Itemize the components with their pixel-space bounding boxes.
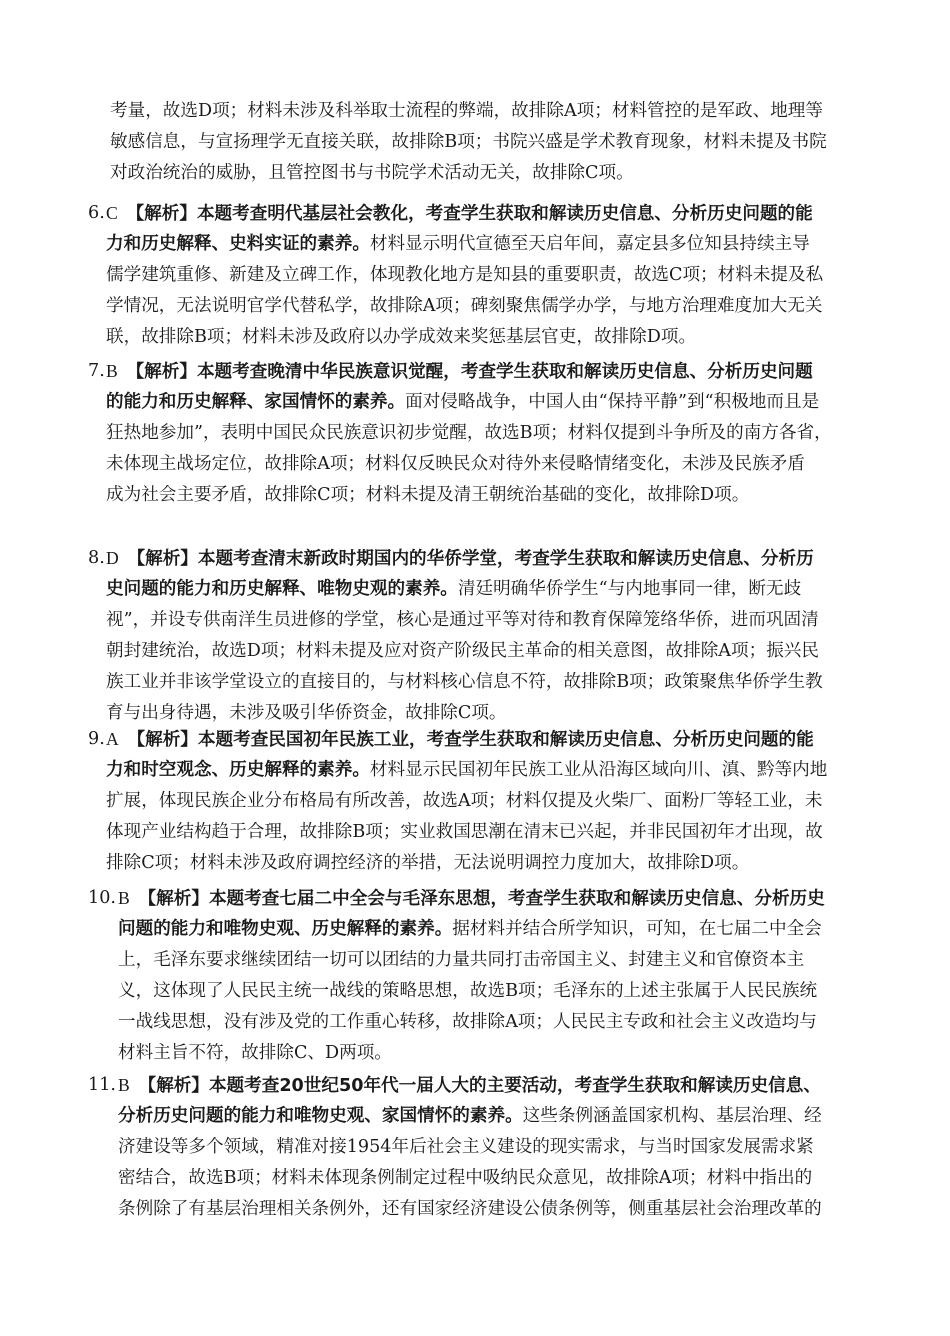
explanation-text: 材料显示民国初年民族工业从沿海区域向川、滇、黔等内地 <box>369 760 828 780</box>
answer-item <box>106 198 856 353</box>
explanation-text: 这些条例涵盖国家机构、基层治理、经 <box>522 1106 822 1126</box>
text-line <box>106 229 856 260</box>
text-line <box>106 291 856 322</box>
explanation-text: 义，这体现了人民民主统一战线的策略思想，故选B项；毛泽东的上述主张属于人民民族统 <box>118 981 818 1001</box>
answer-letter: B <box>118 1075 130 1095</box>
explanation-text: 据材料并结合所学知识，可知，在七届二中全会 <box>452 919 822 939</box>
answer-item <box>118 1070 860 1225</box>
answer-letter: D <box>106 548 119 568</box>
answer-item <box>106 356 856 511</box>
explanation-text: 狂热地参加”，表明中国民众民族意识初步觉醒，故选B项；材料仅提到斗争所及的南方各省， <box>106 423 832 443</box>
answer-item <box>106 724 856 879</box>
text-line <box>118 976 860 1007</box>
text-line <box>106 260 856 291</box>
key-summary-text: 本题考查明代基层社会教化，考查学生获取和解读历史信息、分析历史问题的能 <box>196 204 813 224</box>
analysis-tag: 【解析】 <box>126 204 197 224</box>
explanation-text: 面对侵略战争，中国人由“保持平静”到“积极地而且是 <box>405 392 820 412</box>
explanation-text: 儒学建筑重修、新建及立碑工作，体现教化地方是知县的重要职责，故选C项；材料未提及私 <box>106 265 824 285</box>
key-summary-text: 本题考查七届二中全会与毛泽东思想，考查学生获取和解读历史信息、分析历史 <box>208 889 825 909</box>
key-summary-text: 分析历史问题的能力和唯物史观、家国情怀的素养。 <box>118 1106 523 1126</box>
explanation-text: 排除C项；材料未涉及政府调控经济的举措，无法说明调控力度加大，故排除D项。 <box>106 853 750 873</box>
answer-item <box>118 883 860 1069</box>
text-line <box>106 817 856 848</box>
text-line <box>106 543 856 574</box>
answer-item <box>106 543 856 729</box>
text-line <box>118 1194 860 1225</box>
text-line <box>106 449 856 480</box>
explanation-text: 密结合，故选B项；材料未体现条例制定过程中吸纳民众意见，故排除A项；材料中指出的 <box>118 1168 813 1188</box>
explanation-text: 族工业并非该学堂设立的直接目的，与材料核心信息不符，故排除B项；政策聚焦华侨学生教 <box>106 672 823 692</box>
analysis-tag: 【解析】 <box>138 1076 209 1096</box>
explanation-text: 材料显示明代宣德至天启年间，嘉定县多位知县持续主导 <box>369 234 810 254</box>
text-line <box>106 574 856 605</box>
text-line <box>106 724 856 755</box>
explanation-text: 成为社会主要矛盾，故排除C项；材料未提及清王朝统治基础的变化，故排除D项。 <box>106 485 750 505</box>
key-summary-text: 本题考查清末新政时期国内的华侨学堂，考查学生获取和解读历史信息、分析历 <box>197 549 814 569</box>
text-line <box>106 786 856 817</box>
key-summary-text: 本题考查晚清中华民族意识觉醒，考查学生获取和解读历史信息、分析历史问题 <box>196 362 813 382</box>
key-summary-text: 史问题的能力和历史解释、唯物史观的素养。 <box>106 579 458 599</box>
text-line <box>106 755 856 786</box>
text-line <box>118 1038 860 1069</box>
text-line <box>118 914 860 945</box>
answer-letter: A <box>106 729 119 749</box>
text-line <box>106 198 856 229</box>
text-line <box>118 945 860 976</box>
explanation-text: 视”，并设专供南洋生员进修的学堂，核心是通过平等对待和教育保障笼络华侨，进而巩固清 <box>106 610 819 630</box>
explanation-text: 上，毛泽东要求继续团结一切可以团结的力量共同打击帝国主义、封建主义和官僚资本主 <box>118 950 805 970</box>
question-number: 8. <box>88 548 105 568</box>
key-summary-text: 本题考查20世纪50年代一届人大的主要活动，考查学生获取和解读历史信息、 <box>208 1076 821 1096</box>
text-line <box>106 387 856 418</box>
explanation-text: 材料主旨不符，故排除C、D两项。 <box>118 1043 392 1063</box>
explanation-text: 未体现主战场定位，故排除A项；材料仅反映民众对待外来侵略情绪变化，未涉及民族矛盾 <box>106 454 805 474</box>
question-number: 7. <box>88 361 105 381</box>
answer-letter: B <box>106 361 118 381</box>
key-summary-text: 问题的能力和唯物史观、历史解释的素养。 <box>118 919 453 939</box>
explanation-text: 济建设等多个领域，精准对接1954年后社会主义建设的现实需求，与当时国家发展需求紧 <box>118 1137 814 1157</box>
explanation-text: 一战线思想，没有涉及党的工作重心转移，故排除A项；人民民主专政和社会主义改造均与 <box>118 1012 817 1032</box>
answer-letter: B <box>118 888 130 908</box>
key-summary-text: 力和时空观念、历史解释的素养。 <box>106 760 370 780</box>
answer-letter: C <box>106 203 118 223</box>
key-summary-text: 的能力和历史解释、家国情怀的素养。 <box>106 392 406 412</box>
text-line <box>118 1007 860 1038</box>
explanation-text: 条例除了有基层治理相关条例外，还有国家经济建设公债条例等，侧重基层社会治理改革的 <box>118 1199 822 1219</box>
key-summary-text: 力和历史解释、史料实证的素养。 <box>106 234 370 254</box>
text-line <box>106 322 856 353</box>
explanation-text: 朝封建统治，故选D项；材料未提及应对资产阶级民主革命的相关意图，故排除A项；振兴民 <box>106 641 819 661</box>
continuation-paragraph <box>110 96 860 189</box>
text-line <box>106 667 856 698</box>
explanation-text: 扩展，体现民族企业分布格局有所改善，故选A项；材料仅提及火柴厂、面粉厂等轻工业，未 <box>106 791 823 811</box>
explanation-text: 联，故排除B项；材料未涉及政府以办学成效来奖惩基层官吏，故排除D项。 <box>106 327 697 347</box>
text-line: 考量，故选D项；材料未涉及科举取士流程的弊端，故排除A项；材料管控的是军政、地理等 <box>110 101 823 121</box>
question-number: 6. <box>88 203 105 223</box>
explanation-text: 学情况，无法说明官学代替私学，故排除A项；碑刻聚焦儒学办学，与地方治理难度加大无关 <box>106 296 823 316</box>
text-line <box>118 1070 860 1101</box>
question-number: 10. <box>88 888 116 908</box>
text-line <box>106 636 856 667</box>
analysis-tag: 【解析】 <box>127 549 198 569</box>
text-line <box>106 356 856 387</box>
explanation-text: 育与出身待遇，未涉及吸引华侨资金，故排除C项。 <box>106 703 507 723</box>
analysis-tag: 【解析】 <box>127 730 198 750</box>
explanation-text: 体现产业结构趋于合理，故排除B项；实业救国思潮在清末已兴起，并非民国初年才出现，故 <box>106 822 823 842</box>
explanation-text: 清廷明确华侨学生“与内地事同一律，断无歧 <box>457 579 802 599</box>
analysis-tag: 【解析】 <box>126 362 197 382</box>
text-line <box>118 1101 860 1132</box>
text-line: 对政治统治的威胁，且管控图书与书院学术活动无关，故排除C项。 <box>110 163 634 183</box>
question-number: 9. <box>88 729 105 749</box>
question-number: 11. <box>88 1075 116 1095</box>
text-line <box>118 883 860 914</box>
text-line <box>118 1132 860 1163</box>
text-line <box>106 418 856 449</box>
text-line: 敏感信息，与宣扬理学无直接关联，故排除B项；书院兴盛是学术教育现象，材料未提及书院 <box>110 132 827 152</box>
text-line <box>106 848 856 879</box>
text-line <box>106 605 856 636</box>
key-summary-text: 本题考查民国初年民族工业，考查学生获取和解读历史信息、分析历史问题的能 <box>197 730 814 750</box>
text-line <box>118 1163 860 1194</box>
text-line <box>106 480 856 511</box>
analysis-tag: 【解析】 <box>138 889 209 909</box>
